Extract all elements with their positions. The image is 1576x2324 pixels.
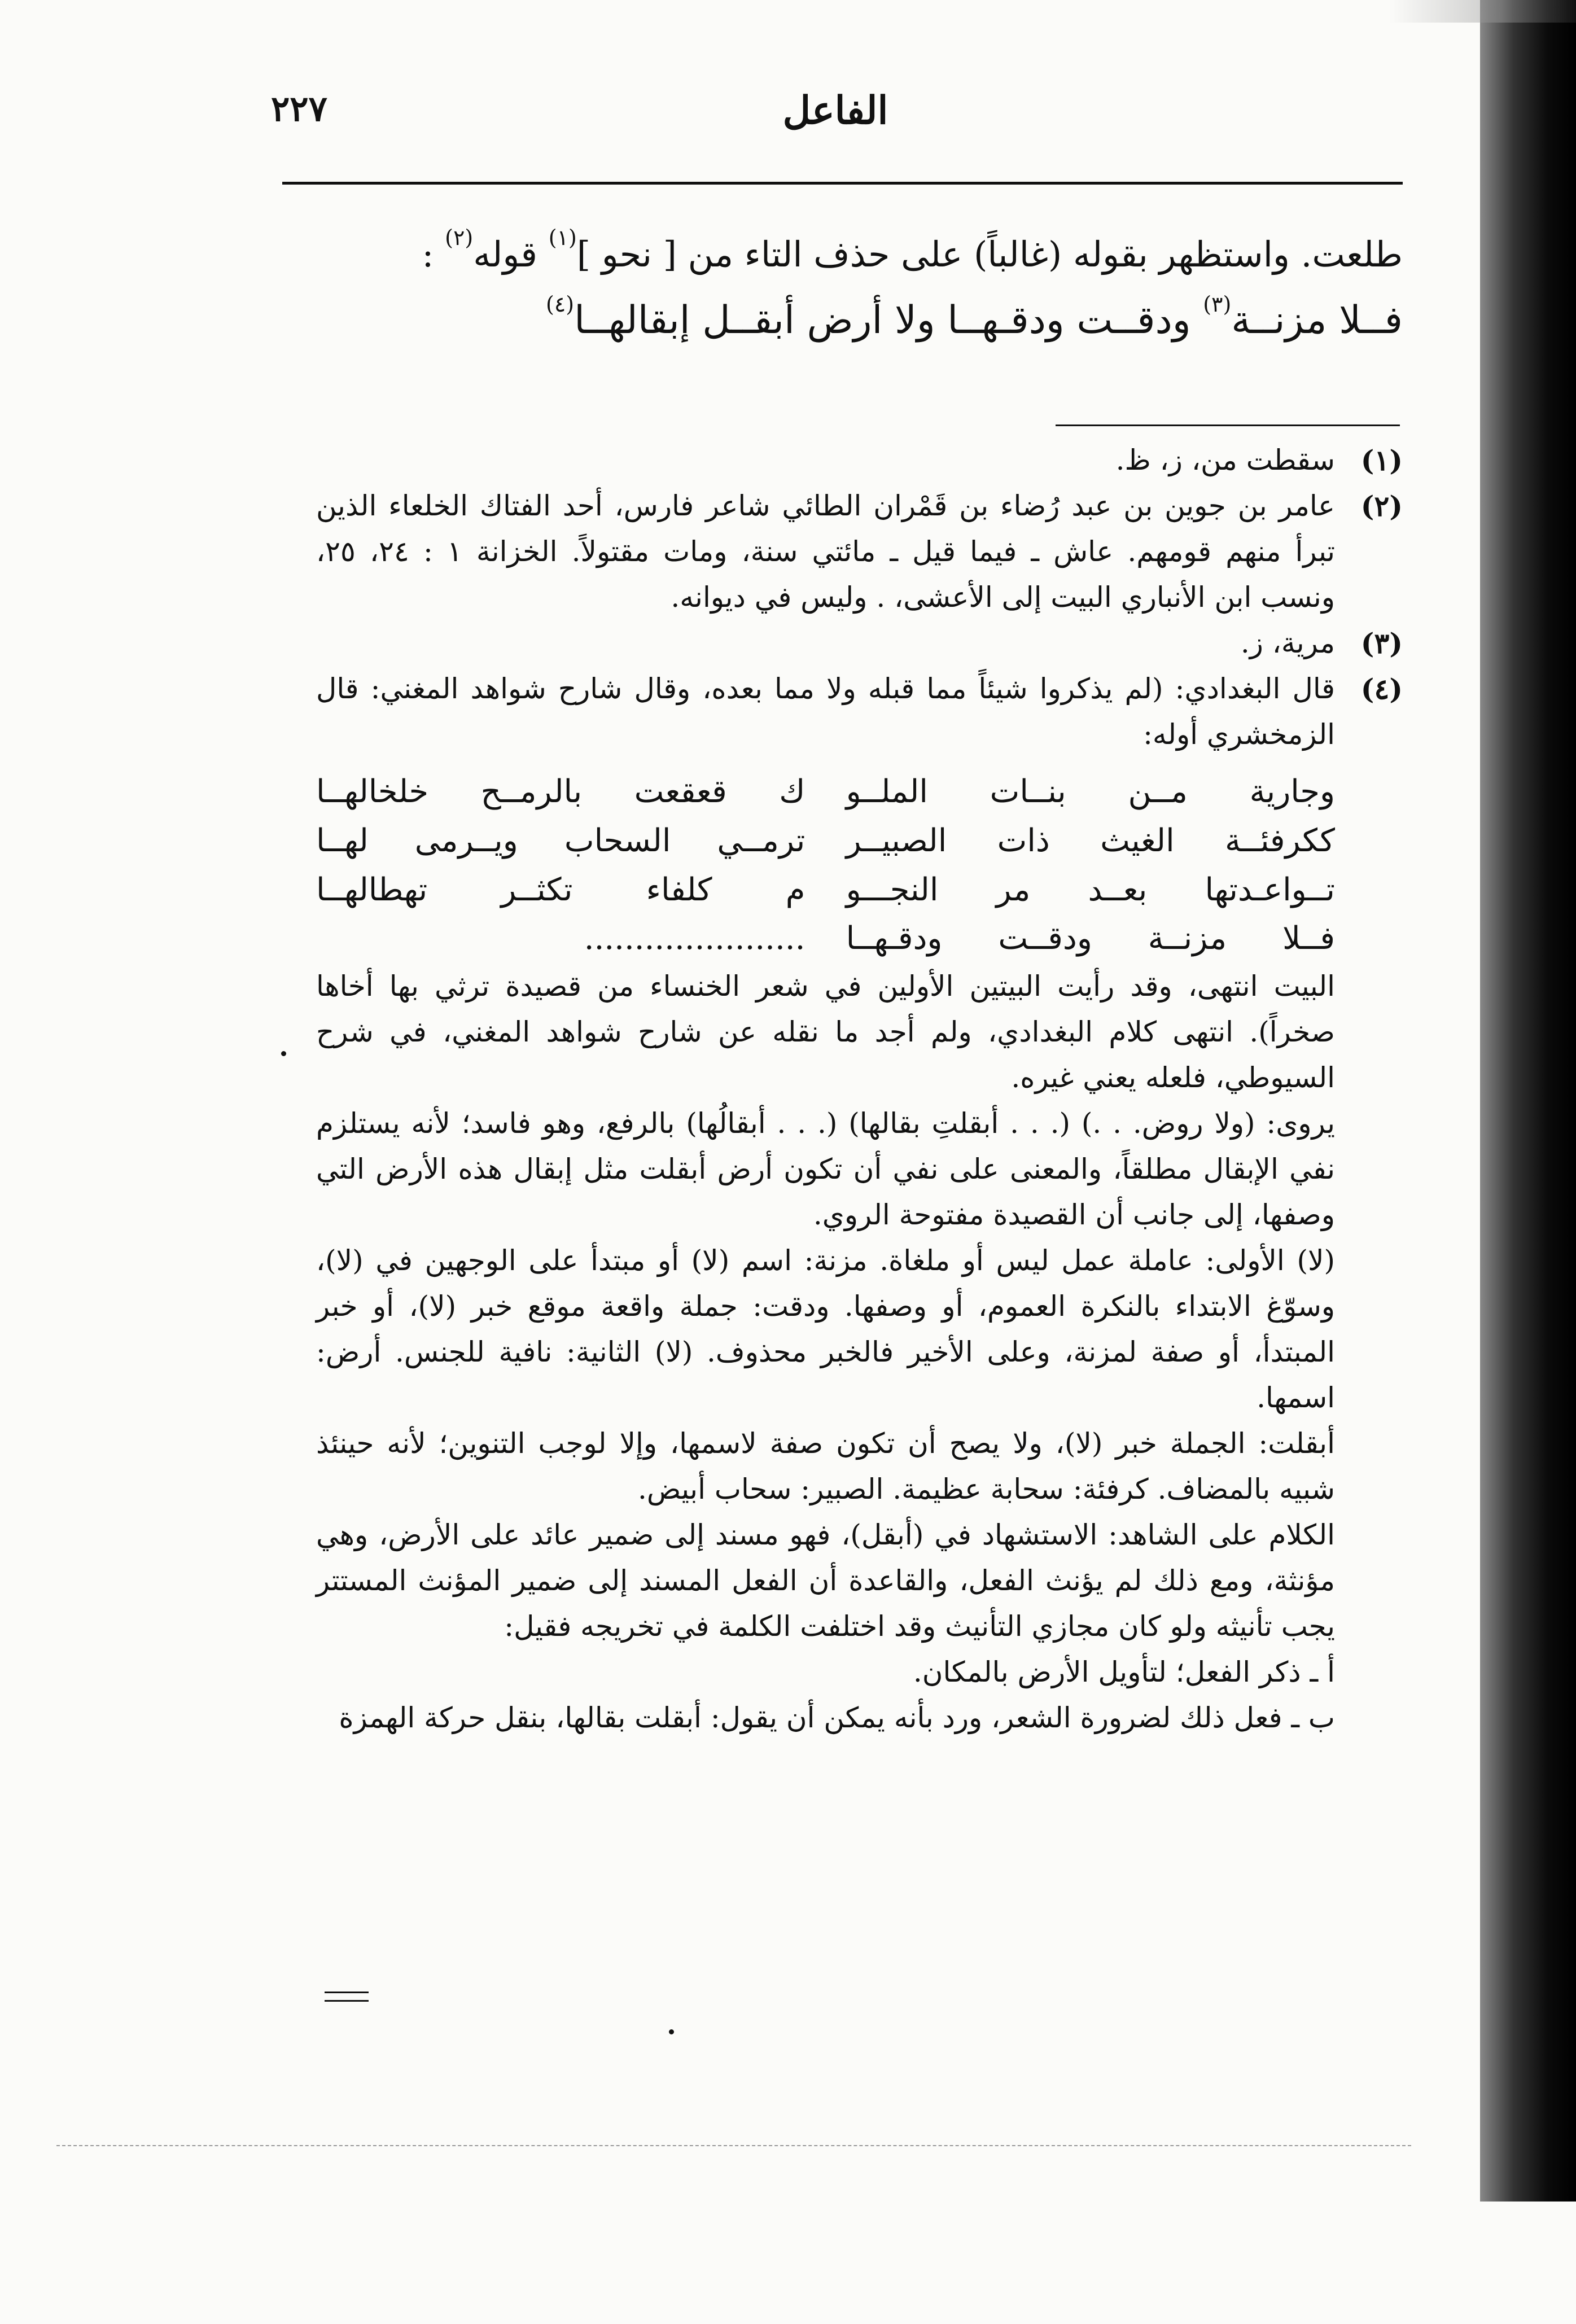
footnote-rule [1056, 424, 1400, 426]
paragraph: أ ـ ذكر الفعل؛ لتأويل الأرض بالمكان. [913, 1656, 1335, 1689]
verse-hemistich-2: م كلفاء تكثــر تهطالهــا [316, 871, 805, 908]
footnote-number: (٢) [1360, 489, 1403, 523]
footnote-ref-2: (٢) [445, 225, 474, 250]
intro-line [316, 223, 1403, 286]
footnote-text: مرية، ز. [1240, 627, 1335, 659]
verse-row [316, 817, 1335, 866]
poem-start: فــلا مزنــة [1231, 297, 1403, 343]
footnote-4 [316, 666, 1403, 1741]
paragraph: ب ـ فعل ذلك لضرورة الشعر، ورد بأنه يمكن أن يقول: أبقلت بقالها، بنقل حركة الهمزة [339, 1701, 1335, 1735]
verse-hemistich-1: فــلا مزنــة ودقــت ودقـهــا [846, 920, 1335, 957]
page-number: ٢٢٧ [271, 88, 327, 129]
paragraph: (لا) الأولى: عاملة عمل ليس أو ملغاة. مزنة: اسم (لا) أو مبتدأ على الوجهين في (لا)، وسوّغ الابتداء بالنكرة العموم، أو وصفها. ودقت: جملة واقعة موقع خبر (لا)، أو خبر المبتدأ، أو صفة لمزنة، وعلى الأخير فالخبر محذوف. (لا) الثانية: نافية للجنس. أرض: اسمها. [316, 1244, 1336, 1415]
footnote-number: (٤) [1360, 672, 1403, 706]
scan-speck [281, 1051, 286, 1056]
footnote-1 [316, 437, 1403, 483]
footnote-body [316, 666, 1335, 1741]
footnote-ref-1: (١) [548, 225, 577, 250]
paragraph: أبقلت: الجملة خبر (لا)، ولا يصح أن تكون صفة لاسمها، وإلا لوجب التنوين؛ لأنه حينئذ شبيه بالمضاف. كرفئة: سحابة عظيمة. الصبير: سحاب أبيض. [316, 1427, 1335, 1506]
verse-hemistich-2: ك قعقعت بالرمــح خلخالهــا [316, 773, 805, 810]
footnotes [316, 437, 1403, 1741]
running-title: الفاعل [782, 88, 888, 133]
verse-hemistich-2: ترمــي السحاب ويــرمى لهــا [316, 822, 805, 859]
header-rule [282, 182, 1403, 185]
scan-shadow-edge [1480, 0, 1576, 2202]
scan-artifact-line [56, 2145, 1411, 2146]
scan-speck [669, 2029, 674, 2034]
intro-word: قوله [473, 234, 538, 275]
verse-hemistich-1: وجارية مــن بنــات الملــو [846, 773, 1335, 810]
verse-block [316, 768, 1335, 964]
poem-line [316, 286, 1403, 355]
paragraph: الكلام على الشاهد: الاستشهاد في (أبقل)، فهو مسند إلى ضمير عائد على الأرض، وهي مؤنثة، ومع ذلك لم يؤنث الفعل، والقاعدة أن الفعل المسند إلى ضمير المؤنث المستتر يجب تأنيثه ولو كان مجازي التأنيث وقد اختلفت الكلمة في تخريجه فقيل: [316, 1518, 1335, 1643]
footnote-number: (٣) [1360, 627, 1403, 660]
poem-rest: ودقــت ودقـهــا ولا أرض أبقــل إبقالهــا [574, 297, 1191, 343]
intro-colon: : [422, 234, 434, 275]
verse-row [316, 866, 1335, 915]
verse-hemistich-2: ...................... [584, 920, 805, 957]
verse-hemistich-1: ككرفئــة الغيث ذات الصبيــر [846, 822, 1335, 859]
main-text [316, 223, 1403, 355]
scan-noise [1390, 0, 1576, 23]
continuation-mark [325, 1992, 369, 2002]
footnote-ref-3: (٣) [1203, 291, 1232, 317]
footnote-text: قال البغدادي: (لم يذكروا شيئاً مما قبله ولا مما بعده، وقال شارح شواهد المغني: قال الزمخشري أوله: [316, 672, 1335, 751]
footnote-2 [316, 483, 1403, 620]
footnote-number: (١) [1360, 444, 1403, 477]
footnote-text: سقطت من، ز، ظ. [1115, 444, 1335, 476]
page-header [271, 85, 1400, 152]
verse-row [316, 914, 1335, 964]
verse-hemistich-1: تــواعـدتها بعــد مر النجـــو [846, 871, 1335, 908]
verse-row [316, 768, 1335, 817]
footnote-ref-4: (٤) [546, 291, 575, 317]
footnote-3 [316, 620, 1403, 666]
paragraph: البيت انتهى، وقد رأيت البيتين الأولين في شعر الخنساء من قصيدة ترثي بها أخاها صخراً). انتهى كلام البغدادي، ولم أجد ما نقله عن شارح شواهد المغني، في شرح السيوطي، فلعله يعني غيره. [316, 970, 1335, 1095]
footnote-text: عامر بن جوين بن عبد رُضاء بن قَمْران الطائي شاعر فارس، أحد الفتاك الخلعاء الذين تبرأ منهم قومهم. عاش ـ فيما قيل ـ مائتي سنة، ومات مقتولاً. الخزانة ١ : ٢٤، ٢٥، ونسب ابن الأنباري البيت إلى الأعشى، . وليس في ديوانه. [316, 489, 1335, 614]
intro-text: طلعت. واستظهر بقوله (غالباً) على حذف التاء من [ نحو ] [576, 234, 1403, 275]
paragraph: يروى: (ولا روض. . .) (. . . أبقلتِ بقالها) (. . . أبقالُها) بالرفع، وهو فاسد؛ لأنه يستلزم نفي الإبقال مطلقاً، والمعنى على نفي أن تكون أرض أبقلت مثل إبقال هذه الأرض التي وصفها، إلى جانب أن القصيدة مفتوحة الروي. [316, 1107, 1335, 1232]
